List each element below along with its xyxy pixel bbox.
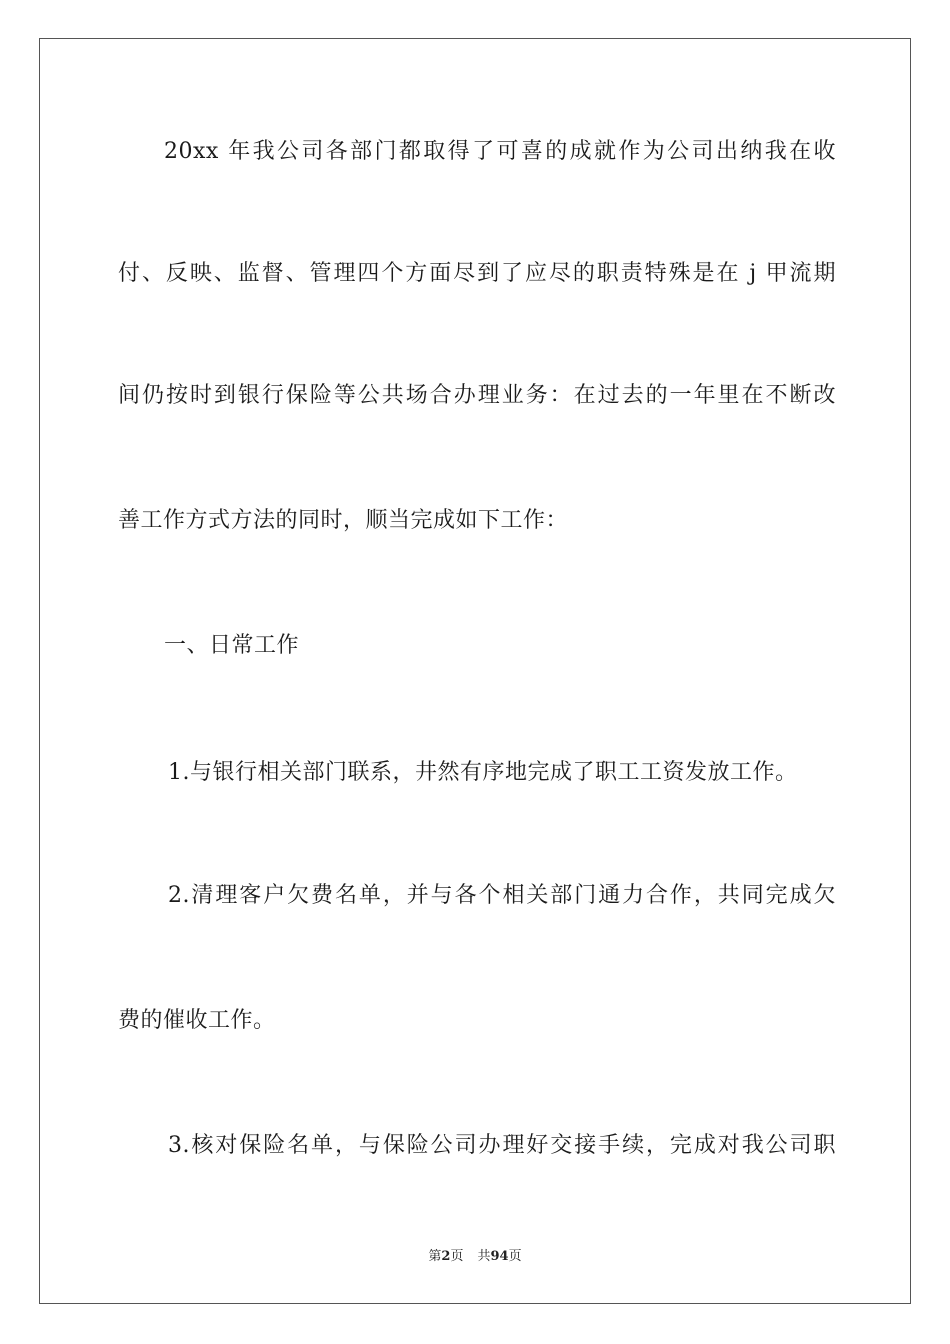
paragraph-line-3: 间仍按时到银行保险等公共场合办理业务：在过去的一年里在不断改	[118, 383, 836, 408]
list-item-2-line-1: 2.清理客户欠费名单，并与各个相关部门通力合作，共同完成欠	[168, 883, 836, 908]
footer-page-prefix: 第	[428, 1249, 442, 1264]
paragraph-line-1: 20xx 年我公司各部门都取得了可喜的成就作为公司出纳我在收	[164, 139, 836, 164]
list-item-1: 1.与银行相关部门联系，井然有序地完成了职工工资发放工作。	[168, 760, 798, 785]
page-border	[39, 38, 911, 1304]
section-heading: 一、日常工作	[164, 633, 300, 658]
paragraph-line-2: 付、反映、监督、管理四个方面尽到了应尽的职责特殊是在 j 甲流期	[118, 261, 836, 286]
footer-total-prefix: 共	[477, 1249, 491, 1264]
footer-total-pages: 94	[490, 1249, 509, 1264]
footer-page-suffix: 页	[450, 1249, 464, 1264]
paragraph-line-4: 善工作方式方法的同时，顺当完成如下工作：	[118, 508, 569, 533]
footer-total-suffix: 页	[508, 1249, 522, 1264]
list-item-3-line-1: 3.核对保险名单，与保险公司办理好交接手续，完成对我公司职	[168, 1133, 836, 1158]
list-item-2-line-2: 费的催收工作。	[118, 1008, 276, 1033]
footer-page-number: 2	[441, 1249, 451, 1264]
page-footer	[0, 1248, 950, 1266]
